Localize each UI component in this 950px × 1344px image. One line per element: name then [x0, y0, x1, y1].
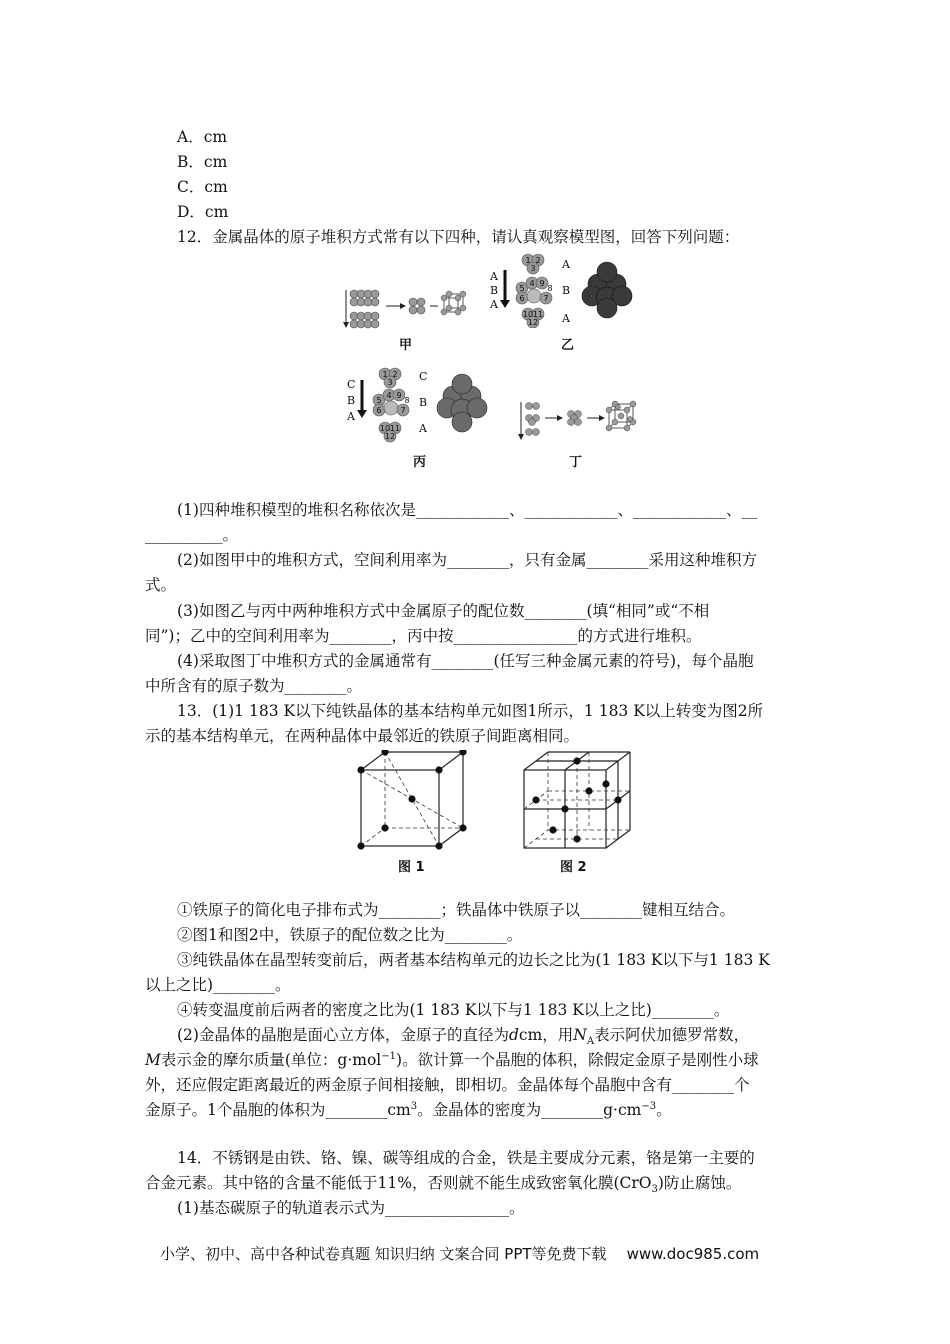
subscript: 3: [651, 1184, 658, 1196]
superscript: −1: [381, 1050, 397, 1062]
figure-1-bcc: [355, 750, 475, 850]
ball-bing-12: 12: [384, 432, 396, 441]
figure-bing: [343, 366, 503, 446]
ball-bing-9: 9: [396, 391, 402, 400]
label-yi-a2: A: [490, 298, 498, 311]
q13-sub3-line2: 以上之比)________。: [145, 976, 291, 994]
q14-line1: 14．不锈钢是由铁、铬、镍、碳等组成的合金，铁是主要成分元素，铬是第一主要的: [177, 1149, 755, 1167]
ball-bing-4: 4: [386, 391, 392, 400]
label-yi-a4: A: [562, 312, 570, 325]
q12-part4-line2: 中所含有的原子数为________。: [145, 677, 363, 695]
ball-yi-8: 8: [547, 284, 553, 293]
q13-sub2: ②图1和图2中，铁原子的配位数之比为________。: [177, 926, 523, 944]
figure-jia: [340, 282, 480, 332]
text-seg: 。: [656, 1101, 672, 1119]
text-seg: )防止腐蚀。: [657, 1174, 742, 1192]
q12-stem: 12．金属晶体的原子堆积方式常有以下四种，请认真观察模型图，回答下列问题：: [177, 228, 740, 246]
text-seg: 表示金的摩尔质量(单位：g·mol: [160, 1051, 382, 1069]
ball-bing-11: 11: [389, 424, 401, 433]
q12-part4-line1: (4)采取图丁中堆积方式的金属通常有________(任写三种金属元素的符号)，每个晶胞: [177, 652, 754, 670]
label-bing-a2: A: [419, 422, 427, 435]
q14-sub1: (1)基态碳原子的轨道表示式为________________。: [177, 1199, 525, 1217]
label-bing-a1: A: [347, 410, 355, 423]
subscript-a: A: [586, 1036, 595, 1048]
label-bing-b2: B: [419, 396, 428, 409]
q12-part3-line1: (3)如图乙与丙中两种堆积方式中金属原子的配位数________(填“相同”或“不相: [177, 602, 710, 620]
caption-fig2: 图 2: [560, 860, 587, 875]
var-n: N: [573, 1026, 587, 1044]
ball-bing-5: 5: [376, 396, 382, 405]
label-bing-b1: B: [347, 394, 356, 407]
ball-yi-9: 9: [539, 279, 545, 288]
ball-yi-10: 10: [522, 310, 534, 319]
q13-part1-line1: 13．(1)1 183 K以下纯铁晶体的基本结构单元如图1所示，1 183 K以上转变为图2所: [177, 702, 764, 720]
ball-yi-2: 2: [535, 256, 541, 265]
text-seg: 。金晶体的密度为________g·cm: [417, 1101, 642, 1119]
option-a: A．cm: [177, 128, 228, 146]
ball-yi-3: 3: [530, 264, 536, 273]
ball-bing-1: 1: [382, 370, 388, 379]
var-d: d: [508, 1026, 519, 1044]
q13-sub3-line1: ③纯铁晶体在晶型转变前后，两者基本结构单元的边长之比为(1 183 K以下与1 183 K: [177, 951, 770, 969]
text-seg: cm，用: [518, 1026, 574, 1044]
q13-part2-line3: 外，还应假定距离最近的两金原子间相接触，即相切。金晶体每个晶胞中含有________个: [145, 1076, 750, 1094]
var-m: M: [145, 1051, 161, 1069]
q13-part2-line2: [145, 1050, 759, 1070]
ball-bing-7: 7: [400, 406, 406, 415]
footer-text: 小学、初中、高中各种试卷真题 知识归纳 文案合同 PPT等免费下载: [160, 1245, 607, 1263]
caption-fig1: 图 1: [398, 860, 425, 875]
label-yi-b2: B: [562, 284, 571, 297]
superscript: 3: [410, 1100, 418, 1112]
ball-bing-6: 6: [376, 406, 382, 415]
q13-sub4: ④转变温度前后两者的密度之比为(1 183 K以下与1 183 K以上之比)________。: [177, 1001, 730, 1019]
ball-yi-5: 5: [519, 284, 525, 293]
footer-site-link[interactable]: www.doc985.com: [626, 1245, 760, 1263]
ball-yi-7: 7: [543, 294, 549, 303]
label-yi-b1: B: [490, 284, 499, 297]
ball-bing-10: 10: [379, 424, 391, 433]
label-yi-a1: A: [490, 270, 498, 283]
q13-part1-line2: 示的基本结构单元，在两种晶体中最邻近的铁原子间距离相同。: [145, 727, 580, 745]
caption-ding: 丁: [569, 455, 583, 470]
ball-yi-11: 11: [532, 310, 544, 319]
text-seg: 金原子。1个晶胞的体积为________cm: [145, 1101, 411, 1119]
figure-ding: [515, 396, 645, 446]
q13-sub1: ①铁原子的简化电子排布式为________；铁晶体中铁原子以________键相互结合。: [177, 901, 736, 919]
option-b: B．cm: [177, 153, 228, 171]
option-c: C．cm: [177, 178, 228, 196]
ball-bing-3: 3: [387, 378, 393, 387]
footer: [160, 1243, 759, 1264]
ball-yi-12: 12: [527, 318, 539, 327]
ball-bing-8: 8: [404, 396, 410, 405]
caption-bing: 丙: [413, 455, 427, 470]
q13-part2-line1: [177, 1025, 750, 1048]
label-bing-c1: C: [347, 378, 356, 391]
ball-yi-4: 4: [529, 279, 535, 288]
q14-line2: [145, 1173, 742, 1196]
ball-yi-1: 1: [525, 256, 531, 265]
text-seg: )。欲计算一个晶胞的体积，除假定金原子是刚性小球: [396, 1051, 759, 1069]
text-seg: 合金元素。其中铬的含量不能低于11%，否则就不能生成致密氧化膜(CrO: [145, 1174, 652, 1192]
text-seg: 表示阿伏加德罗常数，: [594, 1026, 750, 1044]
q12-part1-line1: (1)四种堆积模型的堆积名称依次是____________、____________、____________、__: [177, 501, 757, 519]
q12-part1-line2: __________。: [145, 526, 239, 544]
text-seg: (2)金晶体的晶胞是面心立方体，金原子的直径为: [177, 1026, 509, 1044]
superscript: −3: [641, 1100, 657, 1112]
figure-2-fcc: [518, 750, 638, 852]
caption-jia: 甲: [399, 338, 413, 353]
label-yi-a3: A: [562, 258, 570, 271]
figure-yi: [486, 250, 646, 328]
ball-yi-6: 6: [519, 294, 525, 303]
ball-bing-2: 2: [392, 370, 398, 379]
q12-part2-line2: 式。: [145, 576, 177, 594]
caption-yi: 乙: [561, 338, 575, 353]
q12-part2-line1: (2)如图甲中的堆积方式，空间利用率为________，只有金属________采用这种堆积方: [177, 551, 757, 569]
q12-part3-line2: 同”)；乙中的空间利用率为________，丙中按________________的方式进行堆积。: [145, 627, 702, 645]
option-d: D．cm: [177, 203, 229, 221]
label-bing-c2: C: [419, 370, 428, 383]
q13-part2-line4: [145, 1100, 672, 1120]
